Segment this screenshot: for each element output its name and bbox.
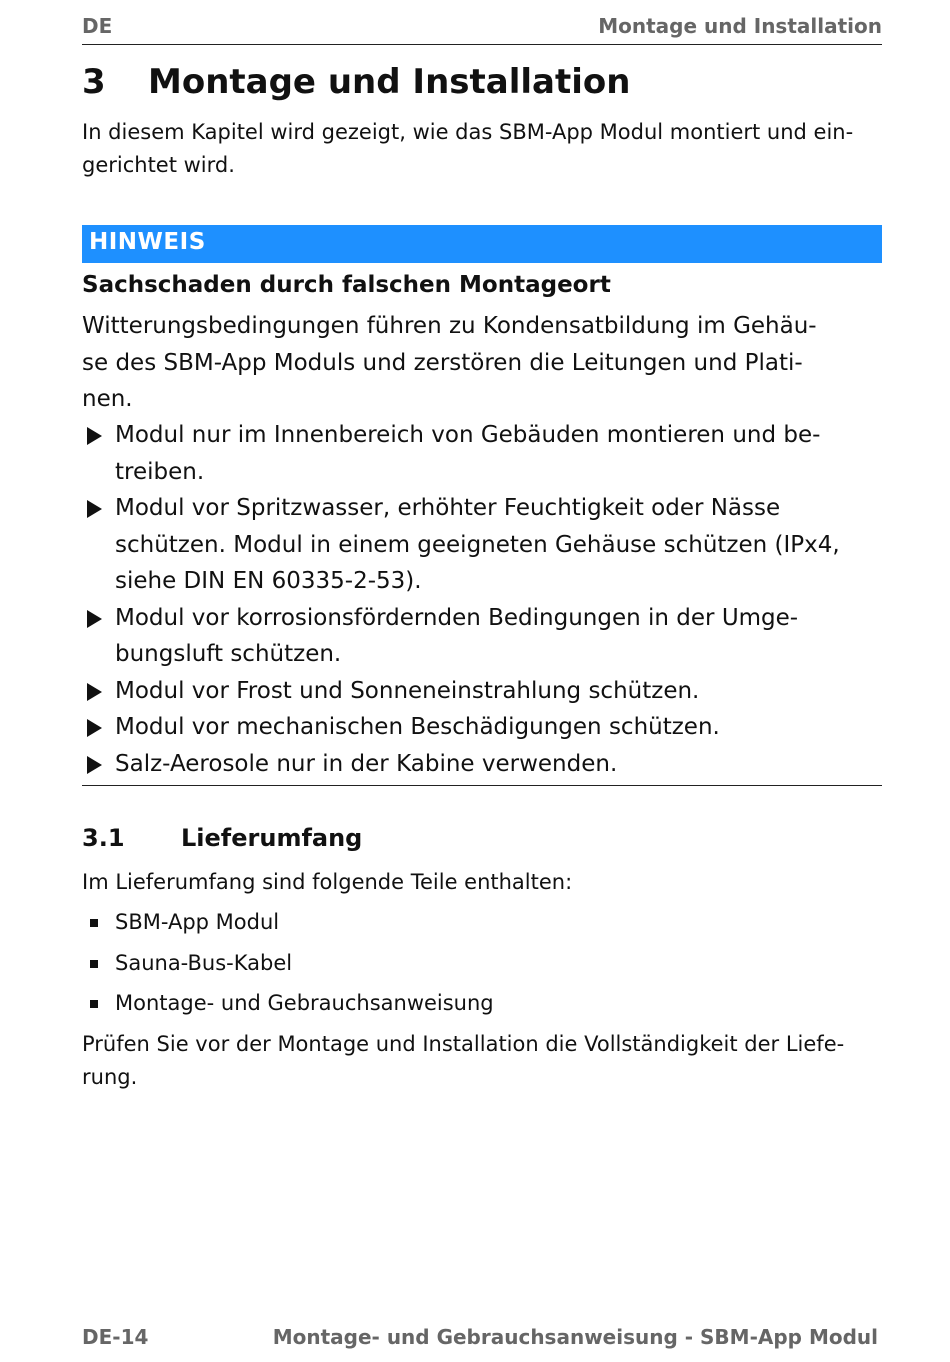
notice-instructions [82,417,892,782]
intro-line: gerichtet wird. [82,153,235,177]
scope-item [82,947,292,980]
square-bullet-icon [90,919,98,927]
triangle-bullet-icon [87,610,102,628]
notice-body-line: se des SBM-App Moduls und zerstören die Leitungen und Plati- [82,349,803,376]
notice-body-line: Witterungsbedingungen führen zu Kondensatbildung im Gehäu- [82,313,817,339]
instruction-line: bungsluft schützen. [115,641,342,667]
instruction-line: Modul nur im Innenbereich von Gebäuden montieren und be- [115,422,821,448]
square-bullet-icon [90,1000,98,1008]
scope-item-label: SBM-App Modul [115,910,280,934]
section-title: Lieferumfang [181,824,363,852]
notice-end-rule [82,785,882,786]
header-section: Montage und Installation [598,14,882,38]
scope-closing [82,1028,892,1094]
notice-label: HINWEIS [89,229,206,255]
scope-lead: Im Lieferumfang sind folgende Teile enthalten: [82,870,573,894]
instruction-item [82,709,892,746]
intro-paragraph [82,116,892,182]
footer-page-number: DE-14 [82,1325,149,1349]
page-header [82,12,882,45]
triangle-bullet-icon [87,756,102,774]
chapter-number: 3 [82,62,106,102]
triangle-bullet-icon [87,427,102,445]
section-number: 3.1 [82,824,125,852]
instruction-line: siehe DIN EN 60335-2-53). [115,568,422,594]
instruction-line: schützen. Modul in einem geeigneten Gehäuse schützen (IPx4, [115,531,840,558]
instruction-line: treiben. [115,458,205,485]
instruction-item [82,417,892,490]
triangle-bullet-icon [87,683,102,701]
closing-line: rung. [82,1065,138,1089]
notice-title: Sachschaden durch falschen Montageort [82,272,611,298]
intro-line: In diesem Kapitel wird gezeigt, wie das SBM-App Modul montiert und ein- [82,120,854,144]
instruction-line: Salz-Aerosole nur in der Kabine verwenden. [115,750,618,777]
instruction-line: Modul vor Spritzwasser, erhöhter Feuchtigkeit oder Nässe [115,495,781,521]
footer-title: Montage- und Gebrauchsanweisung - SBM-App Modul [272,1325,878,1349]
section-heading [82,824,362,852]
scope-item-label: Montage- und Gebrauchsanweisung [115,991,494,1015]
square-bullet-icon [90,960,98,968]
closing-line: Prüfen Sie vor der Montage und Installation die Vollständigkeit der Liefe- [82,1032,845,1056]
scope-item [82,987,494,1020]
triangle-bullet-icon [87,500,102,518]
instruction-line: Modul vor Frost und Sonneneinstrahlung schützen. [115,677,700,704]
header-language: DE [82,14,113,38]
chapter-heading [82,62,630,102]
scope-item [82,906,279,939]
instruction-item [82,746,892,783]
instruction-item [82,673,892,710]
instruction-line: Modul vor mechanischen Beschädigungen schützen. [115,714,720,740]
chapter-title: Montage und Installation [148,62,631,102]
notice-banner [82,225,882,263]
triangle-bullet-icon [87,719,102,737]
notice-body-line: nen. [82,386,133,412]
instruction-line: Modul vor korrosionsfördernden Bedingungen in der Umge- [115,604,799,631]
instruction-item [82,490,892,600]
notice-body [82,308,892,418]
scope-item-label: Sauna-Bus-Kabel [115,951,293,975]
instruction-item [82,600,892,673]
